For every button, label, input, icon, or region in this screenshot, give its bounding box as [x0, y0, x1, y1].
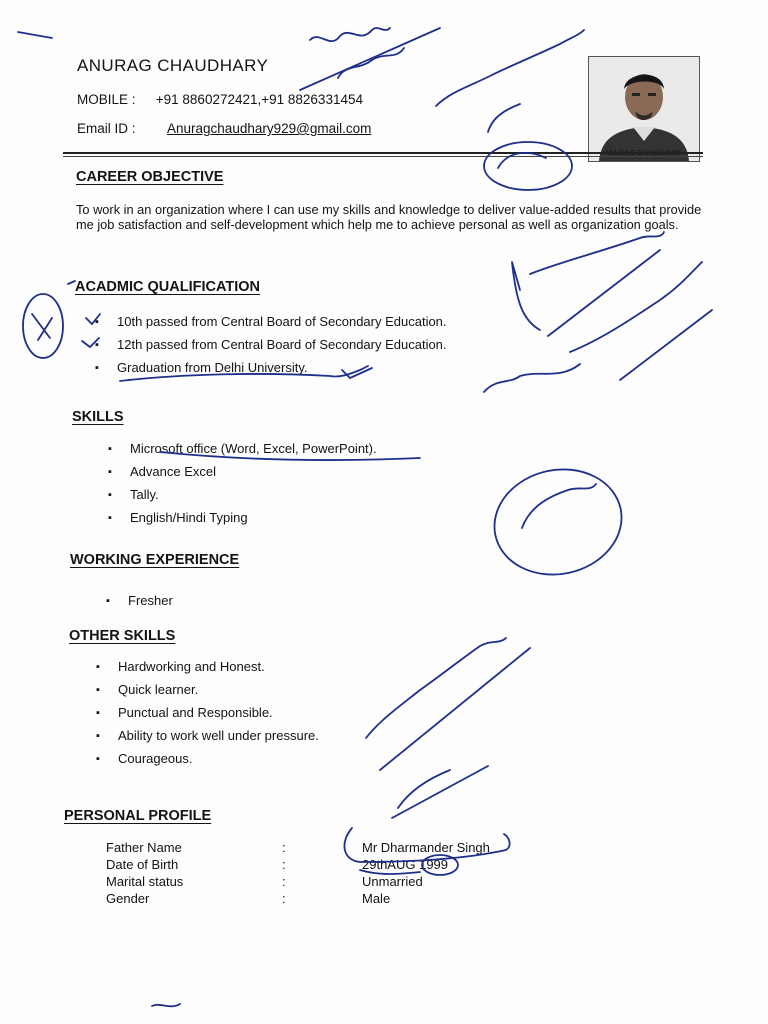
- other-skills-item: ▪ Courageous.: [118, 751, 319, 774]
- academic-heading: ACADMIC QUALIFICATION: [75, 279, 260, 295]
- mobile-label: MOBILE :: [77, 92, 136, 107]
- profile-colon: :: [282, 857, 286, 872]
- career-objective-text: To work in an organization where I can use my skills and knowledge to deliver value-added results that provide me job satisfaction and self-development which help me to achieve personal as well as organization goals.: [76, 202, 702, 232]
- profile-photo: [588, 56, 700, 162]
- personal-profile-heading: PERSONAL PROFILE: [64, 808, 212, 824]
- academic-item: ▪ Graduation from Delhi University.: [117, 360, 447, 383]
- header-divider: [63, 152, 703, 154]
- profile-value: Male: [362, 891, 391, 906]
- academic-item: ▪ 10th passed from Central Board of Secondary Education.: [117, 314, 447, 337]
- skills-item: ▪ English/Hindi Typing: [130, 510, 377, 533]
- email-line: [77, 121, 371, 136]
- experience-heading: WORKING EXPERIENCE: [70, 552, 240, 568]
- email-label: Email ID :: [77, 121, 136, 136]
- profile-value: Unmarried: [362, 874, 423, 889]
- other-skills-heading: OTHER SKILLS: [69, 628, 176, 644]
- career-objective-heading: CAREER OBJECTIVE: [76, 169, 224, 185]
- skills-list: [130, 441, 377, 533]
- academic-item: ▪ 12th passed from Central Board of Secondary Education.: [117, 337, 447, 360]
- profile-colon: :: [282, 874, 286, 889]
- profile-colon: :: [282, 891, 286, 906]
- person-portrait-icon: [589, 57, 699, 161]
- personal-profile-table: [106, 839, 566, 907]
- profile-row: [106, 873, 566, 890]
- other-skills-item: ▪ Ability to work well under pressure.: [118, 728, 319, 751]
- profile-row: [106, 856, 566, 873]
- profile-value: 29thAUG 1999: [362, 857, 449, 872]
- email-value[interactable]: Anuragchaudhary929@gmail.com: [167, 121, 372, 136]
- profile-value: Mr Dharmander Singh: [362, 840, 490, 855]
- candidate-name: ANURAG CHAUDHARY: [77, 56, 269, 75]
- academic-list: [117, 314, 447, 383]
- other-skills-item: ▪ Hardworking and Honest.: [118, 659, 319, 682]
- mobile-line: [77, 92, 363, 107]
- profile-key: Father Name: [106, 840, 182, 855]
- skills-item: ▪ Microsoft office (Word, Excel, PowerPoint).: [130, 441, 377, 464]
- experience-item: ▪ Fresher: [128, 593, 173, 616]
- mobile-value: +91 8860272421,+91 8826331454: [155, 92, 363, 107]
- other-skills-item: ▪ Punctual and Responsible.: [118, 705, 319, 728]
- other-skills-item: ▪ Quick learner.: [118, 682, 319, 705]
- skills-item: ▪ Advance Excel: [130, 464, 377, 487]
- profile-key: Marital status: [106, 874, 184, 889]
- profile-key: Gender: [106, 891, 150, 906]
- experience-list: [128, 593, 173, 616]
- other-skills-list: [118, 659, 319, 774]
- profile-colon: :: [282, 840, 286, 855]
- profile-key: Date of Birth: [106, 857, 179, 872]
- skills-item: ▪ Tally.: [130, 487, 377, 510]
- skills-heading: SKILLS: [72, 409, 124, 425]
- profile-row: [106, 839, 566, 856]
- header-divider-thin: [63, 156, 703, 157]
- profile-row: [106, 890, 566, 907]
